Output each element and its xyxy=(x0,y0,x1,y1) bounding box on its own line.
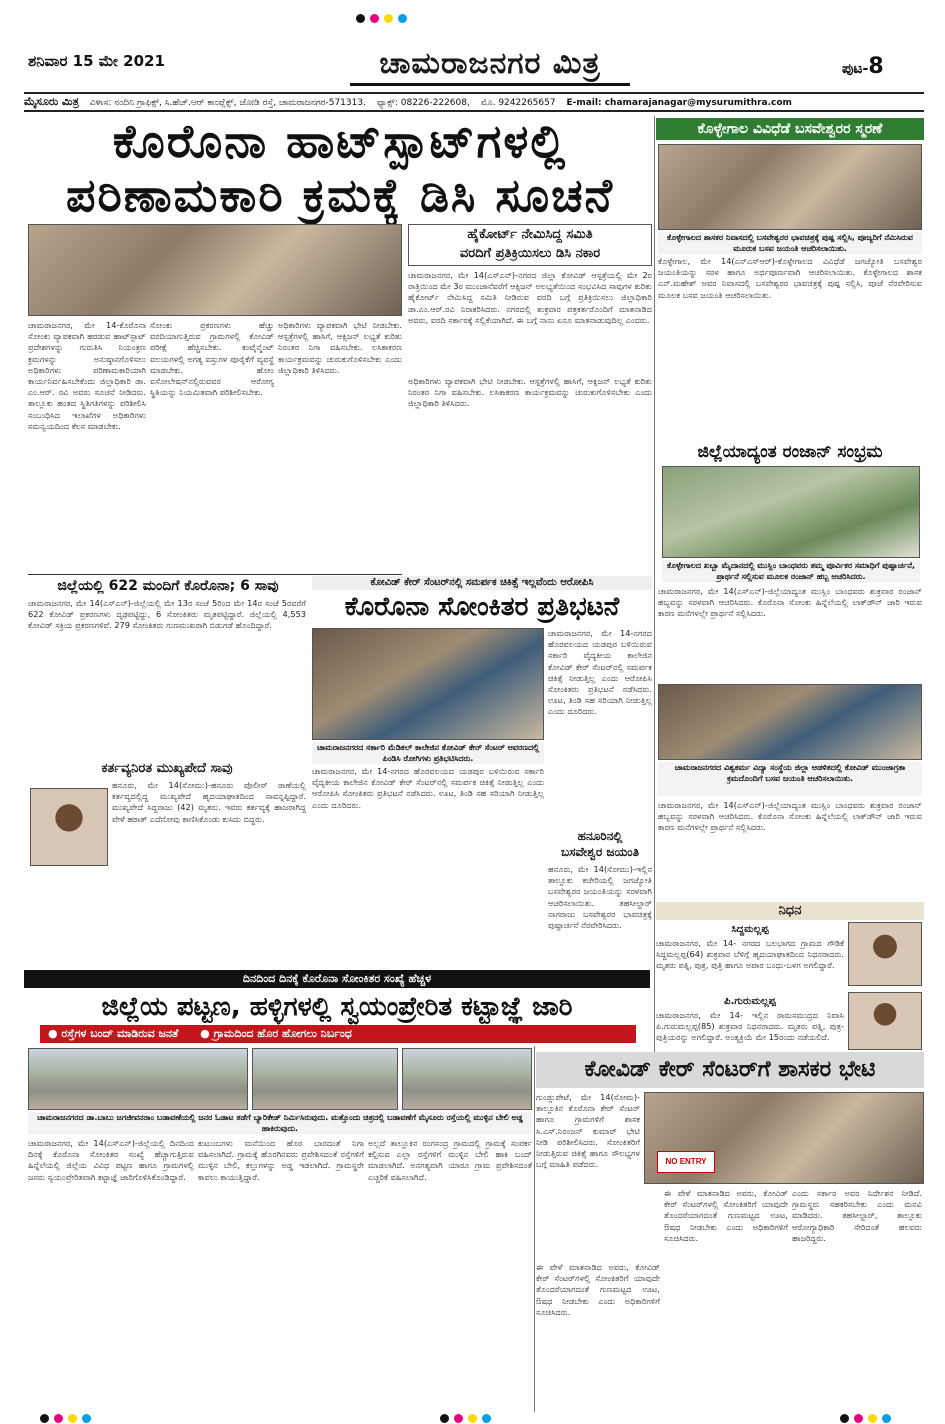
contact-email: E-mail: chamarajanagar@mysurumithra.com xyxy=(566,98,792,108)
mla-visit-body-col1: ಗುಂಡ್ಲುಪೇಟೆ, ಮೇ 14(ಸೋಮ)-ತಾಲ್ಲೂಕಿನ ಕೊರೊನಾ ಕೇರ್ ಸೆಂಟರ್ ಹಾಗೂ ಗ್ರಾಮಗಳಿಗೆ ಶಾಸಕ ಸಿ.ಎಸ್.ನಿರಂಜನ್ ಕುಮಾರ್ ಭೇಟಿ ನೀಡಿ ಪರಿಶೀಲಿಸಿದರು. ಸೋಂಕಿತರಿಗೆ ನೀಡುತ್ತಿರುವ ಚಿಕಿತ್ಸೆ ಹಾಗೂ ಸೌಲಭ್ಯಗಳ ಬಗ್ಗೆ ಮಾಹಿತಿ ಪಡೆದರು. xyxy=(536,1092,640,1170)
kollegal-banner: ಕೊಳ್ಳೇಗಾಲ ವಿವಿಧೆಡೆ ಬಸವೇಶ್ವರರ ಸ್ಮರಣೆ xyxy=(656,118,924,140)
obituary-body-2: ಚಾಮರಾಜನಗರ, ಮೇ 14- ಇಲ್ಲಿನ ರಾಮಸಮುದ್ರದ ನಿವಾಸಿ ಪಿ.ಗುರುಮಲ್ಲಪ್ಪ(85) ಶುಕ್ರವಾರ ನಿಧನರಾದರು. ಮೃತರು ಪತ್ನಿ, ಪುತ್ರ-ಪುತ್ರಿಯರನ್ನು ಅಗಲಿದ್ದಾರೆ. ಅಂತ್ಯಕ್ರಿಯೆ ಮೇ 15ರಂದು ನಡೆಯಲಿದೆ. xyxy=(656,1010,844,1043)
lockdown-bar: ದಿನದಿಂದ ದಿನಕ್ಕೆ ಕೊರೊನಾ ಸೋಂಕಿತರ ಸಂಖ್ಯೆ ಹೆಚ್ಚಳ xyxy=(24,970,650,988)
lockdown-headline: ಜಿಲ್ಲೆಯ ಪಟ್ಟಣ, ಹಳ್ಳಿಗಳಲ್ಲಿ ಸ್ವಯಂಪ್ರೇರಿತ ಕಟ್ಟಾಜ್ಞೆ ಜಾರಿ xyxy=(101,992,573,1022)
registration-dots-bottom-right xyxy=(840,1408,896,1424)
ranjan-photo xyxy=(662,466,920,558)
mla-visit-body-col4: ಎಂದು ಸರ್ಕಾರ ಅವರ ನಿರ್ದೇಶನ ನೀಡಿದೆ. ಗ್ರಾಮಸ್ಥರು ಸಹಕರಿಸಬೇಕು ಎಂದು ಮನವಿ ಮಾಡಿದರು. ತಹಸೀಲ್ದಾರ್, ತಾಲ್ಲೂಕು ಆರೋಗ್ಯಾಧಿಕಾರಿ ಸೇರಿದಂತೆ ಹಲವರು ಹಾಜರಿದ್ದರು. xyxy=(792,1188,922,1243)
obituary-portrait-1 xyxy=(848,922,922,986)
basava-jayanti-body: ಚಾಮರಾಜನಗರ, ಮೇ 14(ಎಸ್‌ಎನ್)-ಜಿಲ್ಲೆಯಾದ್ಯಂತ ಮುಸ್ಲಿಂ ಬಾಂಧವರು ಶುಕ್ರವಾರ ರಂಜಾನ್ ಹಬ್ಬವನ್ನು ಸರಳವಾಗಿ ಆಚರಿಸಿದರು. ಕೊರೊನಾ ಸೋಂಕು ಹಿನ್ನೆಲೆಯಲ್ಲಿ ಲಾಕ್‌ಡೌನ್ ಜಾರಿ ಇರುವ ಕಾರಣ ಮನೆಗಳಲ್ಲೇ ಪ್ರಾರ್ಥನೆ ಸಲ್ಲಿಸಿದರು. xyxy=(658,800,922,833)
lead-body-col3: ಅಧಿಕಾರಿಗಳು ವ್ಯಾಪಕವಾಗಿ ಭೇಟಿ ನೀಡಬೇಕು. ಆಸ್ಪತ್ರೆಗಳಲ್ಲಿ ಹಾಸಿಗೆ, ಆಕ್ಸಿಜನ್ ಲಭ್ಯತೆ ಕುರಿತು ನಿರಂತರ ನಿಗಾ ವಹಿಸಬೇಕು. ಲಸಿಕಾಕರಣ ಕಾರ್ಯಕ್ರಮವನ್ನು ಚುರುಕುಗೊಳಿಸಬೇಕು ಎಂದು ಜಿಲ್ಲಾಧಿಕಾರಿ ತಿಳಿಸಿದರು. xyxy=(278,320,402,375)
sub-story-headline-line1: ಹೈಕೋರ್ಟ್ ನೇಮಿಸಿದ್ದ ಸಮಿತಿ xyxy=(467,227,593,242)
protest-caption: ಚಾಮರಾಜನಗರದ ಸರ್ಕಾರಿ ಮೆಡಿಕಲ್ ಕಾಲೇಜಿನ ಕೋವಿಡ್ ಕೇರ್ ಸೆಂಟರ್ ಆವರಣದಲ್ಲಿ ಪಿಂಡಿಸಿ ರೋಗಿಗಳು ಪ್ರತಿಭಟಿಸಿದರು. xyxy=(312,742,544,764)
lockdown-bullet-1: ● ರಸ್ತೆಗಳ ಬಂದ್ ಮಾಡಿರುವ ಜನತೆ xyxy=(48,1027,179,1040)
protest-body: ಚಾಮರಾಜನಗರ, ಮೇ 14-ನಗರದ ಹೊರವಲಯದ ಯಡಪುರ ಬಳಿಯಿರುವ ಸರ್ಕಾರಿ ವೈದ್ಯಕೀಯ ಕಾಲೇಜಿನ ಕೋವಿಡ್ ಕೇರ್ ಸೆಂಟರ್‌ನಲ್ಲಿ ಸಮರ್ಪಕ ಚಿಕಿತ್ಸೆ ನೀಡುತ್ತಿಲ್ಲ ಎಂದು ಆರೋಪಿಸಿ ಸೋಂಕಿತರು ಪ್ರತಿಭಟನೆ ನಡೆಸಿದರು. ಊಟ, ತಿಂಡಿ ಸಹ ಸರಿಯಾಗಿ ನೀಡುತ್ತಿಲ್ಲ ಎಂದು ದೂರಿದರು. xyxy=(312,766,544,810)
sub-story-headline-line2: ವರದಿಗೆ ಪ್ರತಿಕ್ರಿಯಿಸಲು ಡಿಸಿ ನಕಾರ xyxy=(459,246,601,261)
ranjan-headline: ಜಿಲ್ಲೆಯಾದ್ಯಂತ ರಂಜಾನ್ ಸಂಭ್ರಮ xyxy=(697,442,883,462)
registration-dots-bottom-center xyxy=(440,1408,496,1424)
lead-headline-line2: ಪರಿಣಾಮಕಾರಿ ಕ್ರಮಕ್ಕೆ ಡಿಸಿ ಸೂಚನೆ xyxy=(66,168,614,222)
sub-story-body: ಚಾಮರಾಜನಗರ, ಮೇ 14(ಎಸ್‌ಎನ್)-ನಗರದ ಜಿಲ್ಲಾ ಕೋವಿಡ್ ಆಸ್ಪತ್ರೆಯಲ್ಲಿ ಮೇ 2ರ ರಾತ್ರಿಯಿಂದ ಮೇ 3ರ ಮುಂಜಾನೆವರೆಗೆ ಆಕ್ಸಿಜನ್ ಅಲಭ್ಯತೆಯಿಂದ ಸಂಭವಿಸಿದ ಸಾವುಗಳ ಕುರಿತು ಹೈಕೋರ್ಟ್ ನೇಮಿಸಿದ್ದ ಸಮಿತಿ ನೀಡಿರುವ ವರದಿ ಬಗ್ಗೆ ಪ್ರತಿಕ್ರಿಯಿಸಲು ಜಿಲ್ಲಾಧಿಕಾರಿ ಡಾ.ಎಂ.ಆರ್.ರವಿ ನಿರಾಕರಿಸಿದರು. ನಗರದಲ್ಲಿ ಶುಕ್ರವಾರ ಪತ್ರಕರ್ತರೊಂದಿಗೆ ಮಾತನಾಡಿದ ಅವರು, ವರದಿ ಸರ್ಕಾರಕ್ಕೆ ಸಲ್ಲಿಕೆಯಾಗಿದೆ. ಈ ಬಗ್ಗೆ ನಾನು ಏನೂ ಮಾತನಾಡುವುದಿಲ್ಲ ಎಂದರು. xyxy=(408,270,652,325)
lockdown-bullet-2: ● ಗ್ರಾಮದಿಂದ ಹೊರ ಹೋಗಲು ನಿರ್ಬಂಧ xyxy=(200,1027,352,1040)
divider xyxy=(28,574,402,575)
lockdown-bullets xyxy=(40,1025,636,1043)
lockdown-body-col3: ಅಲ್ಲದೆ ತಾಲ್ಲೂಕಿನ ರಂಗಸಂದ್ರ ಗ್ರಾಮದಲ್ಲಿ ಗ್ರಾಮಕ್ಕೆ ಸಂಪರ್ಕ ಕಲ್ಪಿಸುವ ಎಲ್ಲಾ ರಸ್ತೆಗಳಿಗೆ ಮುಳ್ಳಿನ ಬೇಲಿ ಹಾಕಿ ಬಂದ್ ಮಾಡಲಾಗಿದೆ. ಅನಗತ್ಯವಾಗಿ ಯಾರೂ ಗ್ರಾಮ ಪ್ರವೇಶಿಸದಂತೆ ಎಚ್ಚರಿಕೆ ವಹಿಸಲಾಗಿದೆ. xyxy=(368,1138,532,1182)
kollegal-photo xyxy=(658,144,922,230)
mla-visit-photo xyxy=(644,1092,924,1184)
dc-meeting-photo xyxy=(28,224,402,316)
issue-date: ಶನಿವಾರ 15 ಮೇ 2021 xyxy=(28,52,165,70)
obituary-name-2: ಪಿ.ಗುರುಮಲ್ಲಪ್ಪ xyxy=(724,996,776,1007)
hanur-headline xyxy=(548,828,652,860)
contact-bar xyxy=(24,92,924,112)
hanur-body: ಹನೂರು, ಮೇ 14(ಸೋಮು)-ಇಲ್ಲಿನ ತಾಲ್ಲೂಕು ಕಚೇರಿಯಲ್ಲಿ ಜಗಜ್ಯೋತಿ ಬಸವೇಶ್ವರರ ಜಯಂತಿಯನ್ನು ಸರಳವಾಗಿ ಆಚರಿಸಲಾಯಿತು. ತಹಸೀಲ್ದಾರ್ ನಾಗರಾಜು ಬಸವೇಶ್ವರರ ಭಾವಚಿತ್ರಕ್ಕೆ ಪುಷ್ಪಾರ್ಚನೆ ನೆರವೇರಿಸಿದರು. xyxy=(548,864,652,931)
contact-fax: ಫ್ಯಾಕ್ಸ್: 08226-222608, xyxy=(376,98,470,108)
kollegal-body: ಕೊಳ್ಳೇಗಾಲ, ಮೇ 14(ಎನ್‌ಎಸ್‌ಆರ್)-ಕೊಳ್ಳೇಗಾಲದ ವಿವಿಧೆಡೆ ಜಗಜ್ಯೋತಿ ಬಸವೇಶ್ವರ ಜಯಂತಿಯನ್ನು ಸರಳ ಹಾಗೂ ಅರ್ಥಪೂರ್ಣವಾಗಿ ಆಚರಿಸಲಾಯಿತು. ಕೊಳ್ಳೇಗಾಲದ ಶಾಸಕ ಎನ್.ಮಹೇಶ್ ಅವರ ನಿವಾಸದಲ್ಲಿ ಬಸವೇಶ್ವರರ ಭಾವಚಿತ್ರಕ್ಕೆ ಪುಷ್ಪ ಸಲ್ಲಿಸಿ, ಪೂಜೆ ನೆರವೇರಿಸುವ ಮೂಲಕ ಬಸವ ಜಯಂತಿ ಆಚರಿಸಲಾಯಿತು. xyxy=(658,256,922,300)
obituary-title: ನಿಧನ xyxy=(656,902,924,920)
hanur-headline-line2: ಬಸವೇಶ್ವರ ಜಯಂತಿ xyxy=(561,845,639,859)
lead-body-col1: ಚಾಮರಾಜನಗರ, ಮೇ 14-ಕೊರೊನಾ ಸೋಂಕು ವ್ಯಾಪಕವಾಗಿ ಹರಡುವ ಹಾಟ್‌ಸ್ಪಾಟ್ ಪ್ರದೇಶಗಳನ್ನು ಗುರುತಿಸಿ ನಿಯಂತ್ರಣ ಕ್ರಮಗಳನ್ನು ಅನುಷ್ಠಾನಗೊಳಿಸಲು ಅಧಿಕಾರಿಗಳು ಪರಿಣಾಮಕಾರಿಯಾಗಿ ಕಾರ್ಯನಿರ್ವಹಿಸಬೇಕೆಂದು ಜಿಲ್ಲಾಧಿಕಾರಿ ಡಾ. ಎಂ.ಆರ್. ರವಿ ಅವರು ಸೂಚನೆ ನೀಡಿದರು. ತಾಲ್ಲೂಕು ಹಂತದ ಸ್ಥಿತಿಗತಿಗಳನ್ನು ಪರಿಶೀಲಿಸಿ ಸಂಬಂಧಿಸಿದ ಇಲಾಖೆಗಳ ಅಧಿಕಾರಿಗಳು ಸಮನ್ವಯದಿಂದ ಕೆಲಸ ಮಾಡಬೇಕು. xyxy=(28,320,146,431)
mla-visit-headline: ಕೋವಿಡ್ ಕೇರ್ ಸೆಂಟರ್‌ಗೆ ಶಾಸಕರ ಭೇಟಿ xyxy=(536,1052,924,1088)
lead-body-continued: ಅಧಿಕಾರಿಗಳು ವ್ಯಾಪಕವಾಗಿ ಭೇಟಿ ನೀಡಬೇಕು. ಆಸ್ಪತ್ರೆಗಳಲ್ಲಿ ಹಾಸಿಗೆ, ಆಕ್ಸಿಜನ್ ಲಭ್ಯತೆ ಕುರಿತು ನಿರಂತರ ನಿಗಾ ವಹಿಸಬೇಕು. ಲಸಿಕಾಕರಣ ಕಾರ್ಯಕ್ರಮವನ್ನು ಚುರುಕುಗೊಳಿಸಬೇಕು ಎಂದು ಜಿಲ್ಲಾಧಿಕಾರಿ ತಿಳಿಸಿದರು. xyxy=(408,376,652,409)
sub-story-headline-box xyxy=(408,224,652,266)
protest-body-continued: ಚಾಮರಾಜನಗರ, ಮೇ 14-ನಗರದ ಹೊರವಲಯದ ಯಡಪುರ ಬಳಿಯಿರುವ ಸರ್ಕಾರಿ ವೈದ್ಯಕೀಯ ಕಾಲೇಜಿನ ಕೋವಿಡ್ ಕೇರ್ ಸೆಂಟರ್‌ನಲ್ಲಿ ಸಮರ್ಪಕ ಚಿಕಿತ್ಸೆ ನೀಡುತ್ತಿಲ್ಲ ಎಂದು ಆರೋಪಿಸಿ ಸೋಂಕಿತರು ಪ್ರತಿಭಟನೆ ನಡೆಸಿದರು. ಊಟ, ತಿಂಡಿ ಸಹ ಸರಿಯಾಗಿ ನೀಡುತ್ತಿಲ್ಲ ಎಂದು ದೂರಿದರು. xyxy=(548,628,652,717)
ranjan-body: ಚಾಮರಾಜನಗರ, ಮೇ 14(ಎಸ್‌ಎನ್)-ಜಿಲ್ಲೆಯಾದ್ಯಂತ ಮುಸ್ಲಿಂ ಬಾಂಧವರು ಶುಕ್ರವಾರ ರಂಜಾನ್ ಹಬ್ಬವನ್ನು ಸರಳವಾಗಿ ಆಚರಿಸಿದರು. ಕೊರೊನಾ ಸೋಂಕು ಹಿನ್ನೆಲೆಯಲ್ಲಿ ಲಾಕ್‌ಡೌನ್ ಜಾರಿ ಇರುವ ಕಾರಣ ಮನೆಗಳಲ್ಲೇ ಪ್ರಾರ್ಥನೆ ಸಲ್ಲಿಸಿದರು. xyxy=(658,586,922,619)
column-divider-bottom xyxy=(534,1046,535,1412)
lockdown-caption: ಚಾಮರಾಜನಗರದ ಡಾ.ಬಾಬು ಜಗಜೀವನರಾಂ ಬಡಾವಣೆಯಲ್ಲಿ ಜನರ ಓಡಾಟ ತಡೆಗೆ ಬ್ಯಾರಿಕೇಡ್ ನಿರ್ಮಿಸಿರುವುದು. ಮತ್ತೊಂದು ಚಿತ್ರದಲ್ಲಿ ಬಡಾವಣೆಗೆ ಮೈಸೂರು ರಸ್ತೆಯಲ್ಲಿ ಮುಳ್ಳಿನ ಬೇಲಿ ಅಡ್ಡ ಹಾಕಿರುವುದು. xyxy=(28,1112,532,1134)
lockdown-body-col1: ಚಾಮರಾಜನಗರ, ಮೇ 14(ಎಸ್‌ಎನ್)-ಜಿಲ್ಲೆಯಲ್ಲಿ ದಿನದಿಂದ ದಿನಕ್ಕೆ ಕೊರೊನಾ ಸೋಂಕಿತರ ಸಂಖ್ಯೆ ಹೆಚ್ಚಾಗುತ್ತಿರುವ ಹಿನ್ನೆಲೆಯಲ್ಲಿ ಜಿಲ್ಲೆಯ ವಿವಿಧ ಪಟ್ಟಣ ಹಾಗೂ ಗ್ರಾಮಗಳಲ್ಲಿ ಜನರು ಸ್ವಯಂಪ್ರೇರಿತವಾಗಿ ಕಟ್ಟಾಜ್ಞೆ ಜಾರಿಗೊಳಿಸಿಕೊಂಡಿದ್ದಾರೆ. xyxy=(28,1138,194,1182)
contact-mobile: ಮೊ. 9242265657 xyxy=(480,98,556,108)
contact-brand: ಮೈಸೂರು ಮಿತ್ರ xyxy=(24,95,79,108)
lockdown-photo-2 xyxy=(252,1048,398,1110)
ranjan-caption: ಕೊಳ್ಳೇಗಾಲದ ಖಬ್ಬಾ ಮೈದಾನದಲ್ಲಿ ಮುಸ್ಲಿಂ ಬಾಂಧವರು ತಮ್ಮ ಪೂರ್ವಿಕರ ಸಮಾಧಿಗೆ ಪುಷ್ಪಾರ್ಚನೆ, ಪ್ರಾರ್ಥನೆ ಸಲ್ಲಿಸುವ ಮೂಲಕ ರಂಜಾನ್ ಹಬ್ಬ ಆಚರಿಸಿದರು. xyxy=(662,560,920,582)
mla-visit-body-col2: ಈ ವೇಳೆ ಮಾತನಾಡಿದ ಅವರು, ಕೋವಿಡ್ ಕೇರ್ ಸೆಂಟರ್‌ಗಳಲ್ಲಿ ಸೋಂಕಿತರಿಗೆ ಯಾವುದೇ ತೊಂದರೆಯಾಗದಂತೆ ಗುಣಮಟ್ಟದ ಊಟ, ಔಷಧ ನೀಡಬೇಕು ಎಂದು ಅಧಿಕಾರಿಗಳಿಗೆ ಸೂಚಿಸಿದರು. xyxy=(536,1262,660,1317)
column-divider-right xyxy=(654,116,655,1052)
registration-dots-bottom-left xyxy=(40,1408,96,1424)
obituary-body-1: ಚಾಮರಾಜನಗರ, ಮೇ 14- ನಗರದ ಬಲಭಾಗದ ಗ್ರಾಮದ ಗೌಡಿಕೆ ಸಿದ್ದಮಲ್ಲಪ್ಪ(64) ಶುಕ್ರವಾರ ಬೆಳಿಗ್ಗೆ ಹೃದಯಾಘಾತದಿಂದ ನಿಧನರಾದರು. ಮೃತರು ಪತ್ನಿ, ಪುತ್ರ, ಪುತ್ರಿ ಹಾಗೂ ಅಪಾರ ಬಂಧು-ಬಳಗ ಅಗಲಿದ್ದಾರೆ. xyxy=(656,938,844,971)
page-number: ಪುಟ-8 xyxy=(842,54,884,79)
basava-jayanti-photo xyxy=(658,684,922,760)
kollegal-caption: ಕೊಳ್ಳೇಗಾಲದ ಶಾಸಕರ ನಿವಾಸದಲ್ಲಿ ಬಸವೇಶ್ವರರ ಭಾವಚಿತ್ರಕ್ಕೆ ಪುಷ್ಪ ಸಲ್ಲಿಸಿ, ಪೂಜ್ಯರಿಗೆ ನೆಮಿಸಿರುವ ಮೂರುಕ ಬಸವ ಜಯಂತಿ ಆಚರಿಸಲಾಯಿತು. xyxy=(658,232,922,254)
protest-photo xyxy=(312,628,544,740)
hanur-headline-line1: ಹನೂರಿನಲ್ಲಿ xyxy=(577,829,623,843)
basava-jayanti-caption: ಚಾಮರಾಜನಗರದ ವಿಶ್ವಕರ್ಮ ವಿದ್ಯಾ ಸಂಸ್ಥೆಯ ಜಿಲ್ಲಾ ಆಡಳಿತದಲ್ಲಿ ಕೋವಿಡ್ ಮುಂಜಾಗ್ರತಾ ಕ್ರಮದೊಂದಿಗೆ ಬಸವ ಜಯಂತಿ ಆಚರಿಸಲಾಯಿತು. xyxy=(658,762,922,796)
death-story-portrait xyxy=(30,788,108,866)
death-story-body: ಹನೂರು, ಮೇ 14(ಸೋಮು)-ಹನೂರು ಪೊಲೀಸ್ ಠಾಣೆಯಲ್ಲಿ ಕರ್ತವ್ಯದಲ್ಲಿದ್ದ ಮುಖ್ಯಪೇದೆ ಹೃದಯಾಘಾತದಿಂದ ಸಾವನ್ನಪ್ಪಿದ್ದಾರೆ. ಮುಖ್ಯಪೇದೆ ಸಿದ್ದರಾಜು (42) ಮೃತರು. ಇವರು ಕರ್ತವ್ಯಕ್ಕೆ ಹಾಜರಾಗಿದ್ದ ವೇಳೆ ಹಠಾತ್ ಎದೆನೋವು ಕಾಣಿಸಿಕೊಂಡು ಕುಸಿದು ಬಿದ್ದರು. xyxy=(112,780,306,824)
lockdown-photo-1 xyxy=(28,1048,248,1110)
obituary-name-1: ಸಿದ್ದಮಲ್ಲಪ್ಪ xyxy=(731,924,769,935)
death-story-headline: ಕರ್ತವ್ಯನಿರತ ಮುಖ್ಯಪೇದೆ ಸಾವು xyxy=(101,761,233,776)
lead-body-col2: ಸೋಂಕು ಪ್ರಕರಣಗಳು ಹೆಚ್ಚು ವರದಿಯಾಗುತ್ತಿರುವ ಗ್ರಾಮಗಳಲ್ಲಿ ಕೋವಿಡ್ ಪರೀಕ್ಷೆ ಹೆಚ್ಚಿಸಬೇಕು. ಕಂಟೈನ್ಮೆಂಟ್ ವಲಯಗಳಲ್ಲಿ ಅಗತ್ಯ ವಸ್ತುಗಳ ಪೂರೈಕೆಗೆ ವ್ಯವಸ್ಥೆ ಮಾಡಬೇಕು. ಹೋಂ ಐಸೋಲೇಷನ್‌ನಲ್ಲಿರುವವರ ಆರೋಗ್ಯ ಸ್ಥಿತಿಯನ್ನು ನಿಯಮಿತವಾಗಿ ಪರಿಶೀಲಿಸಬೇಕು. xyxy=(150,320,274,398)
mla-visit-body-col3: ಈ ವೇಳೆ ಮಾತನಾಡಿದ ಅವರು, ಕೋವಿಡ್ ಕೇರ್ ಸೆಂಟರ್‌ಗಳಲ್ಲಿ ಸೋಂಕಿತರಿಗೆ ಯಾವುದೇ ತೊಂದರೆಯಾಗದಂತೆ ಗುಣಮಟ್ಟದ ಊಟ, ಔಷಧ ನೀಡಬೇಕು ಎಂದು ಅಧಿಕಾರಿಗಳಿಗೆ ಸೂಚಿಸಿದರು. xyxy=(664,1188,788,1243)
newspaper-title: ಚಾಮರಾಜನಗರ ಮಿತ್ರ xyxy=(350,46,630,86)
covid-count-body: ಚಾಮರಾಜನಗರ, ಮೇ 14(ಎಸ್‌ಎನ್)-ಜಿಲ್ಲೆಯಲ್ಲಿ ಮೇ 13ರ ಸಂಜೆ 5ರಿಂದ ಮೇ 14ರ ಸಂಜೆ 5ರವರೆಗೆ 622 ಕೋವಿಡ್ ಪ್ರಕರಣಗಳು ದೃಢಪಟ್ಟಿದ್ದು, 6 ಸೋಂಕಿತರು ಮೃತಪಟ್ಟಿದ್ದಾರೆ. ಜಿಲ್ಲೆಯಲ್ಲಿ 4,553 ಕೋವಿಡ್ ಸಕ್ರಿಯ ಪ್ರಕರಣಗಳಿವೆ. 279 ಸೋಂಕಿತರು ಗುಣಮುಖರಾಗಿ ಬಿಡುಗಡೆ ಹೊಂದಿದ್ದಾರೆ. xyxy=(28,598,306,631)
no-entry-sign: NO ENTRY xyxy=(657,1151,715,1173)
contact-address: ವಿಳಾಸ: ನಂದಿನಿ ಗ್ರಾಫಿಕ್ಸ್, ಸಿ.ಹೆಚ್.ಆರ್ ಕಾಂಪ್ಲೆಕ್ಸ್, ಜೋಡಿ ರಸ್ತೆ, ಚಾಮರಾಜನಗರ-571313. xyxy=(89,98,366,108)
protest-headline: ಕೊರೊನಾ ಸೋಂಕಿತರ ಪ್ರತಿಭಟನೆ xyxy=(344,592,620,622)
covid-count-headline: ಜಿಲ್ಲೆಯಲ್ಲಿ 622 ಮಂದಿಗೆ ಕೊರೊನಾ; 6 ಸಾವು xyxy=(57,578,279,594)
registration-dots-top xyxy=(356,8,412,18)
lockdown-photo-3 xyxy=(402,1048,532,1110)
lead-headline xyxy=(32,114,648,222)
protest-kicker: ಕೋವಿಡ್ ಕೇರ್ ಸೆಂಟರ್‌ನಲ್ಲಿ ಸಮರ್ಪಕ ಚಿಕಿತ್ಸೆ ಇಲ್ಲವೆಂದು ಆರೋಪಿಸಿ xyxy=(312,576,652,590)
obituary-portrait-2 xyxy=(848,992,922,1050)
lockdown-body-col2: ಕುಟುಂಬಗಳು ಮನೆಯಿಂದ ಹೊರ ಬಾರದಂತೆ ನಿಗಾ ವಹಿಸಲಾಗಿದೆ. ಗ್ರಾಮಕ್ಕೆ ಹೊರಗಿನವರು ಪ್ರವೇಶಿಸದಂತೆ ರಸ್ತೆಗಳಿಗೆ ಮುಳ್ಳಿನ ಬೇಲಿ, ಕಲ್ಲುಗಳನ್ನು ಅಡ್ಡ ಇಡಲಾಗಿದೆ. ಗ್ರಾಮಸ್ಥರೇ ಕಾವಲು ಕಾಯುತ್ತಿದ್ದಾರೆ. xyxy=(198,1138,364,1182)
lead-headline-line1: ಕೊರೊನಾ ಹಾಟ್‌ಸ್ಪಾಟ್‌ಗಳಲ್ಲಿ xyxy=(112,114,568,168)
